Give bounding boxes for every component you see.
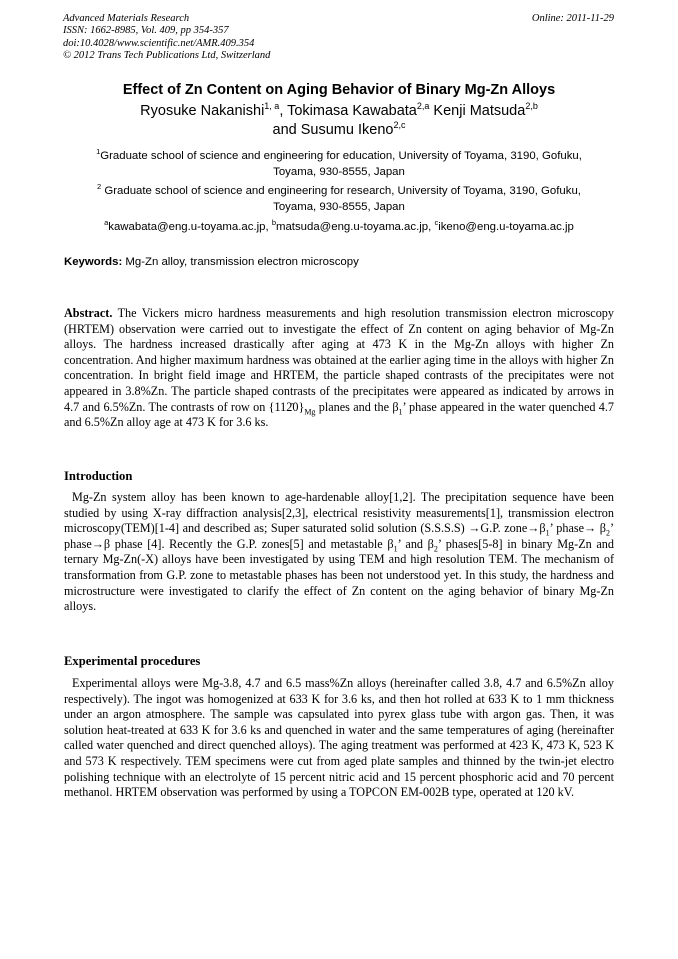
- author-name: , Tokimasa Kawabata: [279, 103, 417, 119]
- affil-mark: 1: [96, 147, 101, 156]
- subscript: 1: [398, 407, 403, 416]
- abstract-text: 0}: [292, 399, 305, 414]
- email-mark: b: [271, 218, 276, 227]
- journal-name: Advanced Materials Research: [63, 13, 190, 24]
- affil-text: Toyama, 930-8555, Japan: [273, 201, 405, 213]
- author-name: Kenji Matsuda: [429, 103, 526, 119]
- subscript: 1: [545, 528, 550, 538]
- abstract-text: planes and the β: [315, 399, 399, 414]
- section-heading-introduction: Introduction: [64, 469, 133, 483]
- subscript: 1: [393, 544, 398, 554]
- intro-text: ’ phase→ β: [549, 521, 606, 536]
- abstract: [64, 306, 614, 431]
- author-affil-mark: 2,a: [416, 101, 430, 111]
- abstract-label: Abstract.: [64, 306, 113, 320]
- keywords: [64, 256, 359, 268]
- affil-mark: 2: [97, 182, 102, 191]
- affil-text: Graduate school of science and engineering for education, University of Toyama, 3190, Gofuku,: [100, 150, 582, 162]
- intro-text: Mg-Zn system alloy has been known to age-hardenable alloy[1,2]. The precipitation sequence have been studied by using X-ray diffraction analysis[2,3], electrical resistivity measurements[1], transmission electron microscopy(TEM)[1-4] and described as; Super saturated solid solution (S.S.S.S) →G.P. zone→β: [64, 490, 614, 536]
- intro-text: ’ phase→β phase [4]. Recently the G.P. zones[5] and metastable β: [64, 521, 615, 551]
- copyright: © 2012 Trans Tech Publications Ltd, Switzerland: [63, 49, 271, 61]
- intro-text: ’ and β: [397, 536, 434, 551]
- author-name: and Susumu Ikeno: [272, 122, 394, 138]
- introduction-paragraph: [64, 490, 614, 615]
- keywords-text: Mg-Zn alloy, transmission electron microscopy: [122, 256, 359, 268]
- email-address[interactable]: ikeno@eng.u-toyama.ac.jp: [438, 221, 574, 233]
- abstract-text: The Vickers micro hardness measurements and high resolution transmission electron microscopy (HRTEM) observation were carried out to investigate the effect of Zn content on aging behavior of Mg-Zn alloys. The hardness increased drastically after aging at 473 K in the Mg-Zn alloys with higher Zn concentration. And higher maximum hardness was obtained at the earlier aging time in the alloys with higher Zn concentration. In bright field image and HRTEM, the particle shaped contrasts of the precipitates were not appeared in 3.8%Zn. The particle shaped contrasts of the precipitates were appeared as indicated by arrows in 4.7 and 6.5%Zn. The contrasts of row on {11: [64, 306, 614, 414]
- keywords-label: Keywords:: [64, 256, 123, 268]
- author-affil-mark: 2,c: [393, 120, 406, 130]
- author-affil-mark: 1, a: [264, 101, 280, 111]
- email-address[interactable]: matsuda@eng.u-toyama.ac.jp,: [275, 221, 435, 233]
- author-affil-mark: 2,b: [525, 101, 538, 111]
- author-name: Ryosuke Nakanishi: [140, 103, 265, 119]
- affil-text: Graduate school of science and engineering for research, University of Toyama, 3190, Gofuku,: [101, 185, 581, 197]
- miller-index: 2̄: [286, 399, 293, 414]
- email-mark: c: [434, 218, 439, 227]
- experimental-paragraph: Experimental alloys were Mg-3.8, 4.7 and 6.5 mass%Zn alloys (hereinafter called 3.8, 4.7 and 6.5%Zn alloy respectively). The ingot was homogenized at 633 K for 3.6 ks, and then hot rolled at 633 K to 1 mm thickness under an argon atmosphere. The sample was capsulated into pyrex glass tube with argon gas. Then, it was solution heat-treated at 633 K for 3.6 ks and quenched in water and the same temperatures of aging (hereinafter called water quenched and direct quenched alloys). The aging treatment was performed at 423 K, 473 K, 523 K and 573 K respectively. TEM specimens were cut from aged plate samples and thinned by the twin-jet electro polishing technique with an electrolyte of 15 percent nitric acid and 15 percent phosphoric acid and 70 percent methanol. HRTEM observation was performed by using a TOPCON EM-002B type, operated at 120 kV.: [64, 676, 614, 800]
- email-mark: a: [104, 218, 109, 227]
- email-address[interactable]: kawabata@eng.u-toyama.ac.jp,: [108, 221, 272, 233]
- intro-text: ’ phases[5-8] in binary Mg-Zn and ternary Mg-Zn(-X) alloys have been investigated by using TEM and high resolution TEM. The mechanism of transformation from G.P. zone to metastable phases has been not understood yet. In this study, the hardness and microstructure were investigated to clarify the effect of Zn content on the aging behavior of binary Mg-Zn alloys.: [64, 536, 614, 614]
- affil-text: Toyama, 930-8555, Japan: [273, 166, 405, 178]
- affiliation-1: [60, 148, 618, 180]
- journal-header: [63, 13, 270, 62]
- author-list: [60, 102, 618, 140]
- affiliation-2: [60, 183, 618, 215]
- section-heading-experimental: Experimental procedures: [64, 654, 201, 668]
- online-date: Online: 2011-11-29: [531, 13, 614, 24]
- doi: doi:10.4028/www.scientific.net/AMR.409.354: [63, 37, 255, 49]
- paper-title: Effect of Zn Content on Aging Behavior of Binary Mg-Zn Alloys: [122, 82, 556, 98]
- subscript: Mg: [304, 407, 316, 416]
- issn: ISSN: 1662-8985, Vol. 409, pp 354-357: [63, 25, 229, 37]
- abstract-text: ’ phase appeared in the water quenched 4.7 and 6.5%Zn alloy age at 473 K for 3.6 ks.: [64, 399, 614, 430]
- subscript: 2: [433, 544, 438, 554]
- subscript: 2: [605, 528, 610, 538]
- email-line: [60, 219, 618, 235]
